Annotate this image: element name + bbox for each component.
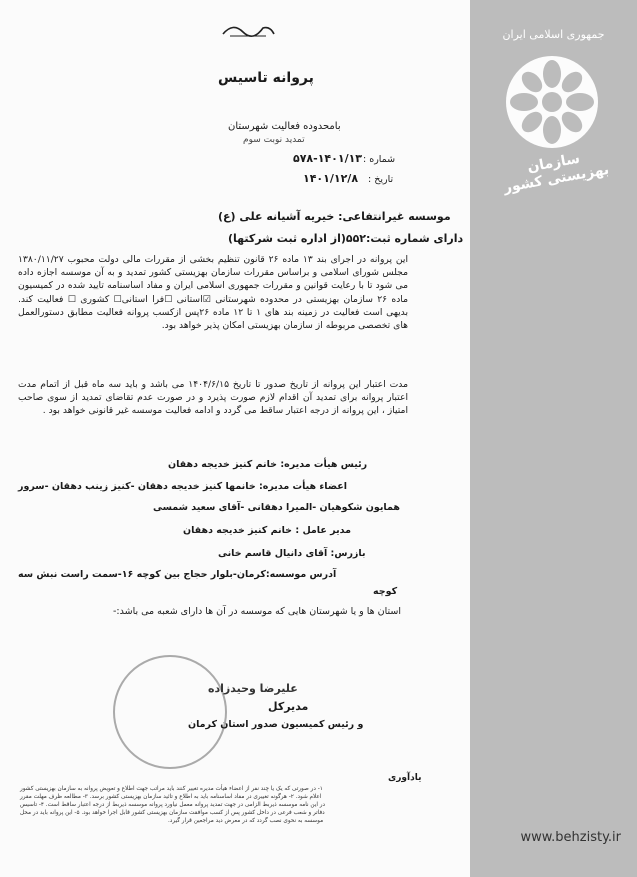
ceo-line: مدیر عامل : خانم کنیز خدیجه دهقان: [183, 525, 352, 536]
scope-label: بامحدوده فعالیت شهرستان: [228, 121, 341, 132]
number-value: ۵۷۸-۱۴۰۱/۱۳: [293, 152, 363, 165]
notes-title: یادآوری: [388, 773, 422, 783]
extension-note: تمدید نوبت سوم: [243, 135, 305, 145]
calligraphy-emblem-icon: [218, 18, 278, 42]
official-seal-stamp: [113, 655, 227, 769]
document-title: پروانه تاسیس: [218, 70, 314, 86]
registration-line: دارای شماره ثبت:۵۵۲(از اداره ثبت شرکتها): [228, 232, 464, 245]
note-line-1: ۱- در صورتی که یک یا چند نفر از اعضاء هیأت مدیره تغییر کنند باید مراتب جهت اطلاع و تعویض پروانه به سازمان بهزیستی کشور: [20, 786, 323, 792]
institution-line: موسسه غیرانتفاعی: خیریه آشیانه علی (ع): [218, 210, 451, 223]
inspector-line: بازرس: آقای دانیال قاسم خانی: [218, 548, 366, 559]
website-url: www.behzisty.ir: [520, 830, 621, 845]
number-label: شماره :: [363, 154, 396, 165]
signer-role: مدیرکل: [268, 700, 309, 713]
board-chair: رئیس هیأت مدیره: خانم کنیز خدیجه دهقان: [168, 459, 368, 470]
board-members-line-1: اعضاء هیأت مدیره: خانمها کنیز خدیجه دهقان -کنیز زینب دهقان -سرور: [18, 481, 347, 492]
signer-name: علیرضا وحیدزاده: [208, 682, 298, 695]
commission-title: و رئیس کمیسیون صدور استان کرمان: [188, 719, 364, 730]
branches-line: استان ها و یا شهرستان هایی که موسسه در آن ها دارای شعبه می باشد:-: [113, 606, 402, 617]
board-members-line-2: همایون شکوهیان -المیرا دهقانی -آقای سعید شمسی: [153, 502, 400, 513]
note-line-4: دفاتر و شعب فرعی در داخل کشور پس از کسب موافقت سازمان بهزیستی کشور قابل اجرا خواهد بود. ۵- این پروانه باید در محل: [20, 810, 325, 816]
note-line-5: موسسه به نحوی نصب گردد که در معرض دید مراجعین قرار گیرد.: [168, 818, 324, 824]
organization-name: سازمان بهزیستی کشور: [502, 150, 611, 197]
date-value: ۱۴۰۱/۱۲/۸: [303, 172, 359, 185]
country-label: جمهوری اسلامی ایران: [502, 28, 605, 41]
address-line-1: آدرس موسسه:کرمان-بلوار حجاج بین کوچه ۱۶-سمت راست نبش سه: [18, 569, 337, 580]
paragraph-license-terms: این پروانه در اجرای بند ۱۳ ماده ۲۶ قانون تنظیم بخشی از مقررات مالی دولت محبوب ۱۳۸۰/۱۱/۲۷ مجلس شورای اسلامی و براساس مقررات سازمان بهزیستی کشور تمدید و به آن موسسه اجازه داده می شود تا با رعایت قوانین و مقررات جمهوری اسلامی ایران و مفاد اساسنامه تایید شده در کمیسیون ماده ۲۶ سازمان بهزیستی در محدوده شهرستانی ☑استانی ☐فرا استانی☐ کشوری ☐ فعالیت کند. بدیهی است فعالیت در زمینه بند های ۱ تا ۱۲ ماده ۲۶پس ازکسب پروانه فعالیت مطابق دستورالعمل های تخصصی مربوطه از سازمان بهزیستی امکان پذیر خواهد بود.: [18, 254, 409, 332]
date-label: تاریخ :: [368, 174, 394, 185]
document-body: [18, 0, 468, 877]
behzisti-logo-icon: [502, 52, 602, 152]
paragraph-validity: مدت اعتبار این پروانه از تاریخ صدور تا تاریخ ۱۴۰۴/۶/۱۵ می باشد و باید سه ماه قبل از اتمام مدت اعتبار پروانه برای تمدید آن اقدام لازم صورت پذیرد و در صورت عدم تقاضای تمدید از سوی صاحب امتیاز ، این پروانه از درجه اعتبار ساقط می گردد و ادامه فعالیت موسسه غیر قانونی خواهد بود .: [18, 379, 408, 417]
address-line-2: کوچه: [373, 586, 398, 597]
note-line-3: در این نامه موسسه ذیربط الزامی در جهت تمدید پروانه معمل نیاورد پروانه موسسه ذیربط از درجه اعتبار ساقط است. ۴- تاسیس: [20, 802, 326, 808]
note-line-2: اعلام شود. ۲- هرگونه تغییری در مفاد اساسنامه باید به اطلاع و تائید سازمان بهزیستی کشور برسد. ۳- مطالعه ظرف مهلت مقرر: [20, 794, 322, 800]
sidebar-band: [470, 0, 637, 877]
